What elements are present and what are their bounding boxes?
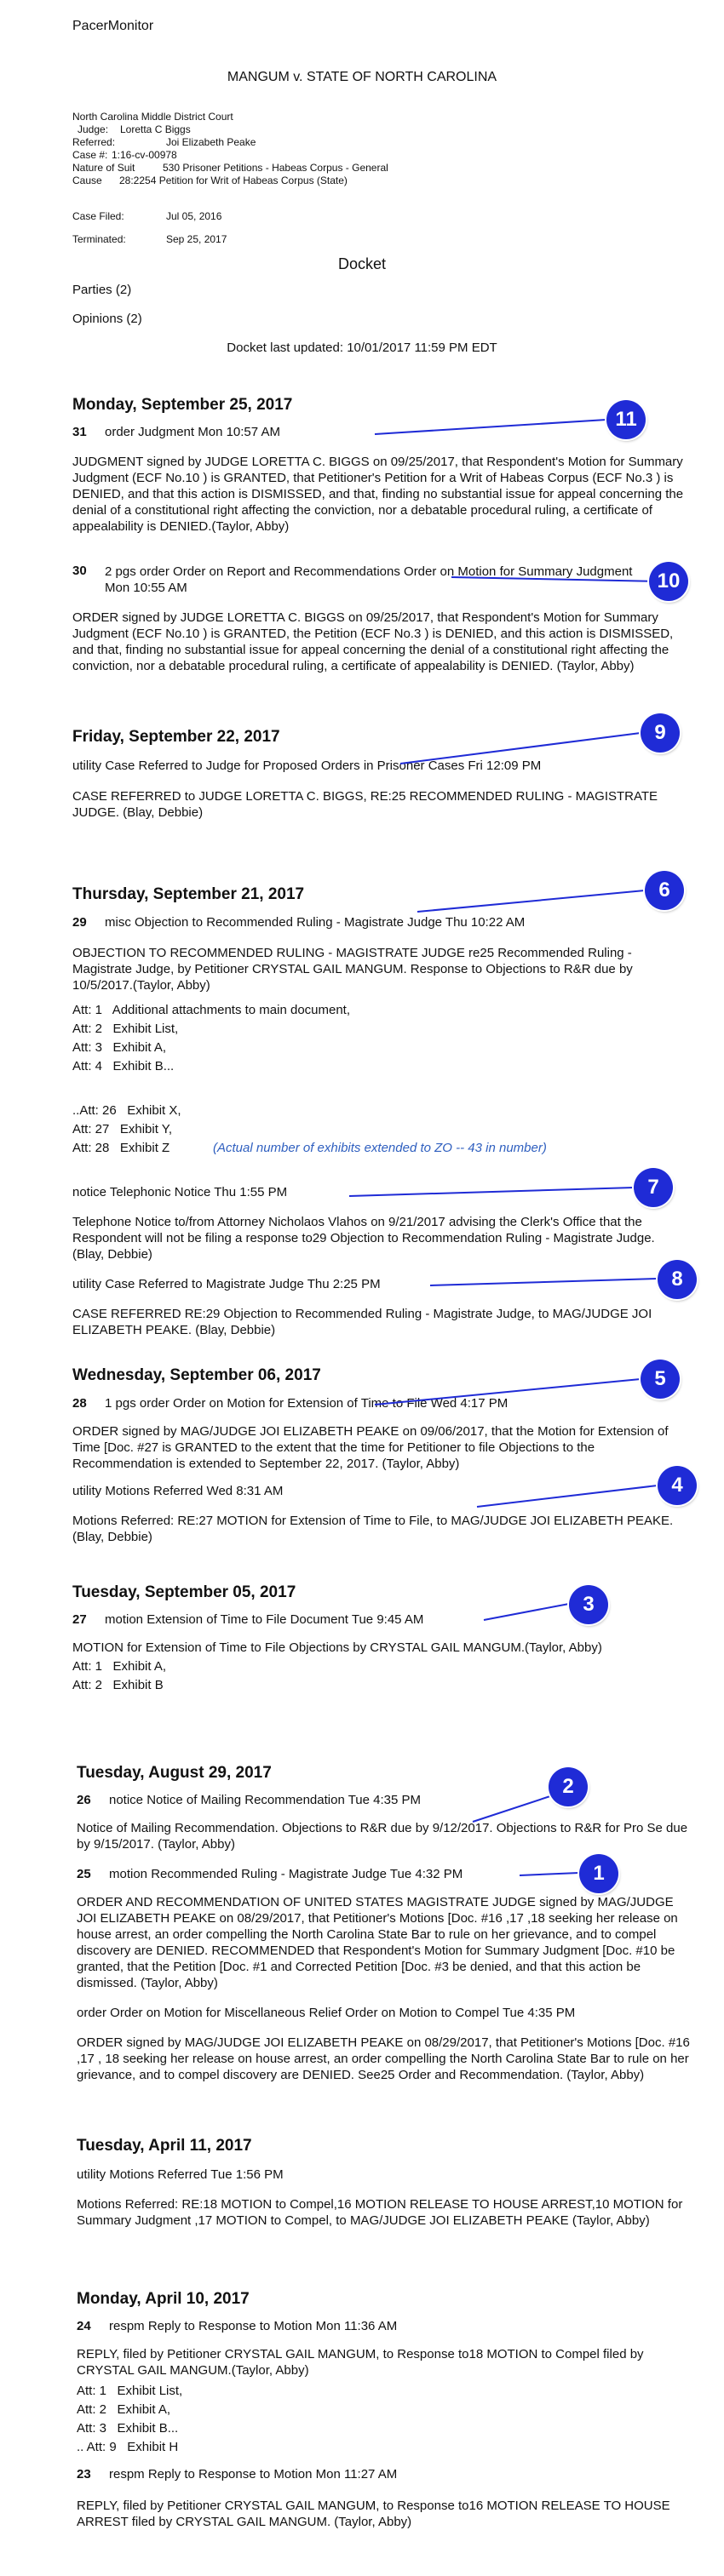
entry-header[interactable]: utility Case Referred to Judge for Proposed Orders in Prisoner Cases Fri 12:09 PM (72, 758, 542, 773)
entry-number: 28 (72, 1396, 87, 1411)
entry-number: 27 (72, 1612, 87, 1627)
attachment-item[interactable]: Att: 4 Exhibit B... (72, 1059, 175, 1073)
entry-text: ORDER signed by MAG/JUDGE JOI ELIZABETH PEAKE on 08/29/2017, that Petitioner's Motions [Doc. #16 ,17 , 18 seeking her release on house arrest, an order compelling the North Carolina State Bar to rule on her grievance, and to compel discovery are DENIED. See25 Order and Recommendation. (Taylor, Abby) (77, 2035, 690, 2082)
entry-header[interactable]: notice Telephonic Notice Thu 1:55 PM (72, 1185, 288, 1199)
entry-text: CASE REFERRED RE:29 Objection to Recommended Ruling - Magistrate Judge, to MAG/JUDGE JOI ELIZABETH PEAKE. (Blay, Debbie) (72, 1307, 652, 1337)
app-name: PacerMonitor (72, 19, 154, 33)
annotation-badge: 3 (569, 1585, 608, 1624)
entry-text: OBJECTION TO RECOMMENDED RULING - MAGISTRATE JUDGE re25 Recommended Ruling - Magistrate Judge, by Petitioner CRYSTAL GAIL MANGUM. Response to Objections to R&R due by 10/5/2017.(Taylor, Abby) (72, 946, 633, 993)
entry-number: 30 (72, 564, 87, 578)
court-name: North Carolina Middle District Court (72, 111, 233, 123)
attachment-item[interactable]: Att: 1 Exhibit List, (77, 2384, 183, 2398)
entry-number: 29 (72, 915, 87, 930)
annotation-badge: 1 (579, 1854, 618, 1893)
opinions-link[interactable]: Opinions (2) (72, 312, 142, 326)
case-title: MANGUM v. STATE OF NORTH CAROLINA (227, 70, 497, 84)
annotation-badge: 7 (634, 1168, 673, 1207)
entry-header[interactable]: 30 2 pgs order Order on Report and Recommendations Order on Motion for Summary Judgment Mon 10:55 AM (72, 564, 633, 595)
entry-header[interactable]: 24 respm Reply to Response to Motion Mon 11:36 AM (77, 2319, 398, 2333)
day-heading: Tuesday, September 05, 2017 (72, 1583, 296, 1601)
day-heading: Monday, September 25, 2017 (72, 396, 293, 414)
judge-name: Loretta C Biggs (120, 123, 191, 135)
entry-text: MOTION for Extension of Time to File Objections by CRYSTAL GAIL MANGUM.(Taylor, Abby) (72, 1640, 602, 1655)
case-number: 1:16-cv-00978 (112, 149, 177, 161)
annotation-note: (Actual number of exhibits extended to ZO -- 43 in number) (213, 1141, 547, 1155)
entry-number: 26 (77, 1793, 91, 1807)
entry-header[interactable]: 25 motion Recommended Ruling - Magistrate Judge Tue 4:32 PM (77, 1867, 463, 1881)
annotation-badge: 6 (645, 871, 684, 910)
parties-link[interactable]: Parties (2) (72, 283, 132, 297)
entry-header[interactable]: order Order on Motion for Miscellaneous Relief Order on Motion to Compel Tue 4:35 PM (77, 2006, 576, 2020)
day-heading: Thursday, September 21, 2017 (72, 885, 305, 903)
judge-row: Judge: Loretta C Biggs (78, 123, 191, 135)
entry-text: Telephone Notice to/from Attorney Nicholaos Vlahos on 9/21/2017 advising the Clerk's Office that the Respondent will not be filing a response to29 Objection to Recommendation Ruling - Magistrate Judge. (Blay, Debbie) (72, 1215, 655, 1262)
case-filed-row: Case Filed: Jul 05, 2016 (72, 210, 222, 222)
case-filed-date: Jul 05, 2016 (166, 210, 222, 222)
entry-text: CASE REFERRED to JUDGE LORETTA C. BIGGS, RE:25 RECOMMENDED RULING - MAGISTRATE JUDGE. (Blay, Debbie) (72, 789, 658, 820)
annotation-badge: 5 (641, 1360, 680, 1399)
attachment-item[interactable]: .. Att: 9 Exhibit H (77, 2440, 179, 2454)
day-heading: Friday, September 22, 2017 (72, 728, 280, 746)
annotation-line (520, 1873, 579, 1875)
entry-header[interactable]: 29 misc Objection to Recommended Ruling - Magistrate Judge Thu 10:22 AM (72, 915, 526, 930)
annotation-line (477, 1485, 658, 1507)
annotation-line (375, 1379, 641, 1405)
annotation-badge: 8 (658, 1260, 697, 1299)
referred-name: Joi Elizabeth Peake (166, 136, 256, 148)
terminated-date: Sep 25, 2017 (166, 233, 227, 245)
attachment-item[interactable]: ..Att: 26 Exhibit X, (72, 1103, 181, 1118)
nature-of-suit: 530 Prisoner Petitions - Habeas Corpus - General (163, 162, 388, 174)
annotation-line (451, 577, 659, 581)
entry-text: ORDER signed by MAG/JUDGE JOI ELIZABETH PEAKE on 09/06/2017, that the Motion for Extension of Time [Doc. #27 is GRANTED to the extent that the time for Petitioner to file Objections to the Recommendation is extended to September 22, 2017. (Taylor, Abby) (72, 1424, 669, 1471)
attachment-item[interactable]: Att: 2 Exhibit A, (77, 2402, 171, 2417)
annotation-line (473, 1794, 558, 1822)
entry-text: REPLY, filed by Petitioner CRYSTAL GAIL MANGUM, to Response to16 MOTION RELEASE TO HOUSE ARREST filed by CRYSTAL GAIL MANGUM. (Taylor, Abby) (77, 2499, 670, 2529)
annotation-badge: 9 (641, 713, 680, 753)
entry-text: REPLY, filed by Petitioner CRYSTAL GAIL MANGUM, to Response to18 MOTION to Compel filed by CRYSTAL GAIL MANGUM.(Taylor, Abby) (77, 2347, 644, 2378)
entry-header[interactable]: utility Case Referred to Magistrate Judge Thu 2:25 PM (72, 1277, 381, 1291)
entry-text: Notice of Mailing Recommendation. Objections to R&R due by 9/12/2017. Objections to R&R for Pro Se due by 9/15/2017. (Taylor, Abby) (77, 1821, 688, 1852)
entry-header[interactable]: 27 motion Extension of Time to File Document Tue 9:45 AM (72, 1612, 424, 1627)
referred-row: Referred: Joi Elizabeth Peake (72, 136, 256, 148)
cause-row: Cause 28:2254 Petition for Writ of Habeas Corpus (State) (72, 175, 348, 186)
entry-text: Motions Referred: RE:18 MOTION to Compel,16 MOTION RELEASE TO HOUSE ARREST,10 MOTION for Summary Judgment ,17 MOTION to Compel, to MAG/JUDGE JOI ELIZABETH PEAKE (Taylor, Abby) (77, 2197, 683, 2228)
entry-header[interactable]: 28 1 pgs order Order on Motion for Extension of Time to File Wed 4:17 PM (72, 1396, 509, 1411)
annotation-badge: 4 (658, 1466, 697, 1505)
annotation-line (400, 733, 641, 764)
day-heading: Tuesday, April 11, 2017 (77, 2137, 252, 2155)
attachment-item[interactable]: Att: 1 Exhibit A, (72, 1659, 167, 1674)
entry-number: 31 (72, 425, 87, 439)
attachment-item[interactable]: Att: 3 Exhibit B... (77, 2421, 179, 2436)
entry-header[interactable]: utility Motions Referred Tue 1:56 PM (77, 2167, 284, 2182)
annotation-line (417, 890, 645, 912)
annotation-line (375, 420, 606, 434)
annotation-badge: 11 (606, 400, 646, 439)
docket-heading: Docket (337, 255, 387, 272)
terminated-row: Terminated: Sep 25, 2017 (72, 233, 227, 245)
docket-last-updated: Docket last updated: 10/01/2017 11:59 PM EDT (227, 341, 497, 355)
attachment-item[interactable]: Att: 3 Exhibit A, (72, 1040, 167, 1055)
attachment-item[interactable]: Att: 28 Exhibit Z (72, 1141, 170, 1155)
entry-header[interactable]: 26 notice Notice of Mailing Recommendation Tue 4:35 PM (77, 1793, 422, 1807)
attachment-item[interactable]: Att: 2 Exhibit List, (72, 1022, 179, 1036)
day-heading: Wednesday, September 06, 2017 (72, 1366, 321, 1384)
entry-number: 24 (77, 2319, 91, 2333)
entry-text: Motions Referred: RE:27 MOTION for Extension of Time to File, to MAG/JUDGE JOI ELIZABETH PEAKE. (Blay, Debbie) (72, 1514, 674, 1544)
attachment-item[interactable]: Att: 27 Exhibit Y, (72, 1122, 173, 1136)
day-heading: Monday, April 10, 2017 (77, 2290, 250, 2308)
annotation-line (430, 1279, 658, 1285)
case-number-row: Case #: 1:16-cv-00978 (72, 149, 177, 161)
cause: 28:2254 Petition for Writ of Habeas Corpus (State) (119, 175, 348, 186)
entry-header[interactable]: 31 order Judgment Mon 10:57 AM (72, 425, 280, 439)
annotation-line (349, 1188, 634, 1196)
annotation-badge: 2 (549, 1767, 588, 1806)
entry-header[interactable]: utility Motions Referred Wed 8:31 AM (72, 1484, 284, 1498)
entry-text: ORDER AND RECOMMENDATION OF UNITED STATES MAGISTRATE JUDGE signed by MAG/JUDGE JOI ELIZABETH PEAKE on 08/29/2017, that Petitioner's Motions [Doc. #16 ,17 ,18 seeking her release on house arrest, an order compelling the North Carolina State Bar to rule on her grievance, and to compel discovery are DENIED. RECOMMENDED that Respondent's Motion for Summary Judgment [Doc. #10 be granted, that the Petition [Doc. #1 and Corrected Petition [Doc. #3 be denied, and that this action be dismissed. (Taylor, Abby) (77, 1895, 678, 1990)
annotation-line (484, 1604, 569, 1620)
nature-row: Nature of Suit 530 Prisoner Petitions - Habeas Corpus - General (72, 162, 388, 174)
entry-number: 23 (77, 2467, 91, 2482)
entry-text: JUDGMENT signed by JUDGE LORETTA C. BIGGS on 09/25/2017, that Respondent's Motion for Summary Judgment (ECF No.10 ) is GRANTED, that Petitioner's Petition for a Writ of Habeas Corpus (ECF No.3 ) is DENIED, and that this action is DISMISSED, and that, finding no substantial issue for appeal concerning the denial of a constitutional right affecting the conviction, nor a debatable procedural ruling, a certificate of appealability is DENIED.(Taylor, Abby) (72, 455, 684, 534)
entry-header[interactable]: 23 respm Reply to Response to Motion Mon 11:27 AM (77, 2467, 398, 2482)
entry-number: 25 (77, 1867, 91, 1881)
annotation-badge: 10 (649, 562, 688, 601)
entry-text: ORDER signed by JUDGE LORETTA C. BIGGS on 09/25/2017, that Respondent's Motion for Summary Judgment (ECF No.10 ) is GRANTED, the Petition (ECF No.3 ) is DENIED, and this action is DISMISSED, and that, finding no substantial issue for appeal concerning the denial of a constitutional right affecting the conviction, nor a debatable procedural ruling, a certificate of appealability is DENIED. (Taylor, Abby) (72, 610, 674, 673)
attachment-item[interactable]: Att: 2 Exhibit B (72, 1678, 164, 1692)
day-heading: Tuesday, August 29, 2017 (77, 1764, 272, 1782)
attachment-item[interactable]: Att: 1 Additional attachments to main document, (72, 1003, 351, 1017)
